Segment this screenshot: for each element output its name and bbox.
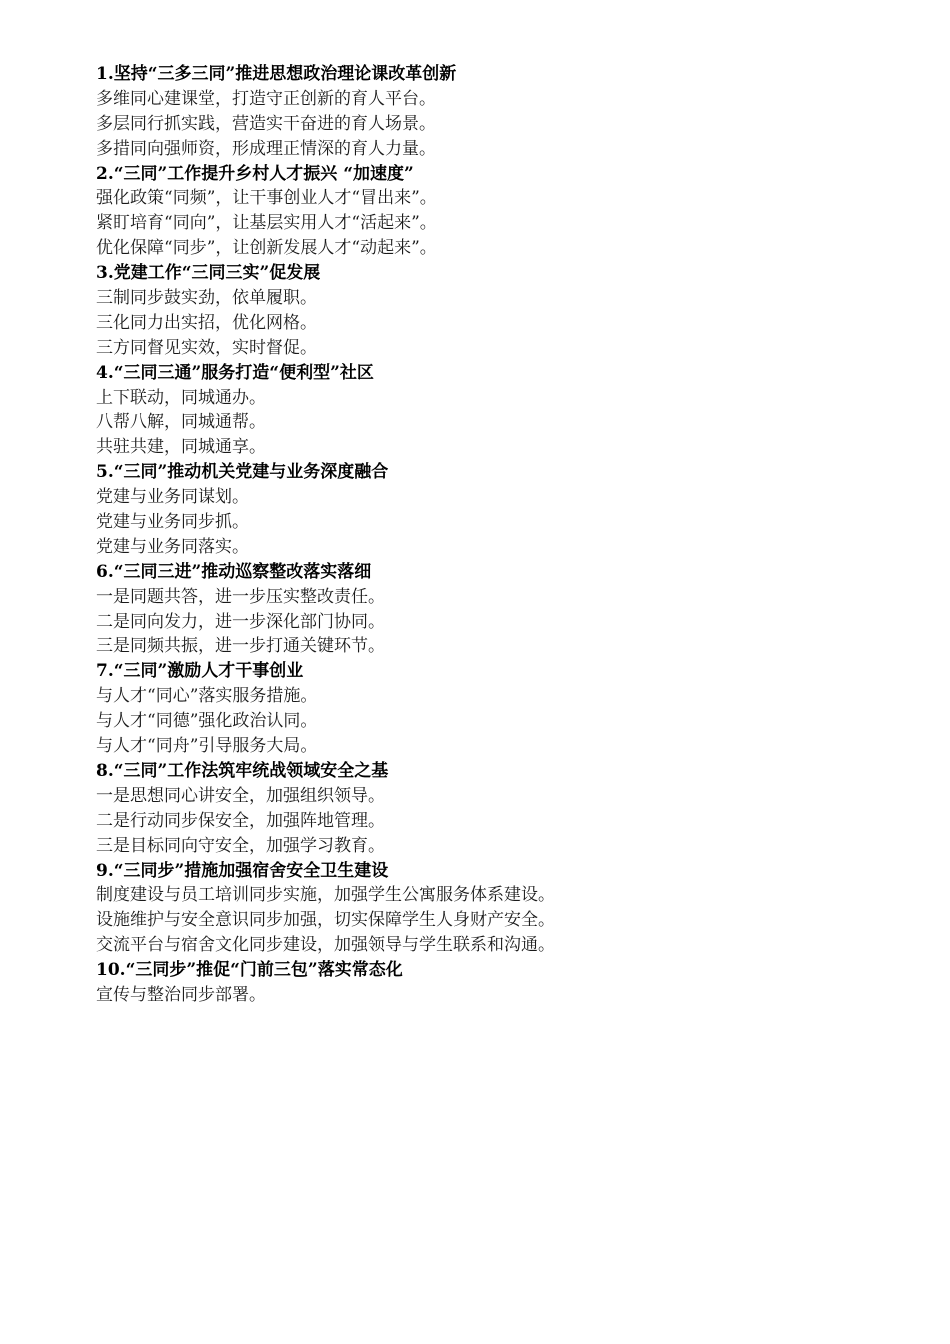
section-10 (96, 958, 896, 1008)
section-line: 八帮八解，同城通帮。 (96, 412, 266, 433)
section-4 (96, 361, 896, 461)
section-line: 与人才“同心”落实服务措施。 (96, 686, 318, 707)
section-line: 二是同向发力，进一步深化部门协同。 (96, 611, 385, 632)
section-line: 一是同题共答，进一步压实整改责任。 (96, 586, 385, 607)
section-heading: 7.“三同”激励人才干事创业 (96, 661, 304, 682)
section-line: 上下联动，同城通办。 (96, 387, 266, 408)
section-heading: 10.“三同步”推促“门前三包”落实常态化 (96, 960, 403, 981)
section-line: 优化保障“同步”，让创新发展人才“动起来”。 (96, 238, 437, 259)
section-heading: 9.“三同步”措施加强宿舍安全卫生建设 (96, 860, 389, 881)
section-7 (96, 659, 896, 759)
section-heading: 4.“三同三通”服务打造“便利型”社区 (96, 362, 374, 383)
section-line: 党建与业务同步抓。 (96, 512, 249, 533)
document-page (96, 62, 896, 1008)
section-heading: 2.“三同”工作提升乡村人才振兴 “加速度” (96, 163, 414, 184)
section-9 (96, 859, 896, 959)
section-6 (96, 560, 896, 660)
section-line: 设施维护与安全意识同步加强，切实保障学生人身财产安全。 (96, 910, 555, 931)
section-line: 一是思想同心讲安全，加强组织领导。 (96, 785, 385, 806)
section-line: 制度建设与员工培训同步实施，加强学生公寓服务体系建设。 (96, 885, 555, 906)
section-line: 交流平台与宿舍文化同步建设，加强领导与学生联系和沟通。 (96, 935, 555, 956)
section-line: 与人才“同德”强化政治认同。 (96, 711, 318, 732)
section-heading: 8.“三同”工作法筑牢统战领域安全之基 (96, 760, 389, 781)
section-heading: 6.“三同三进”推动巡察整改落实落细 (96, 561, 372, 582)
section-8 (96, 759, 896, 859)
section-line: 多维同心建课堂，打造守正创新的育人平台。 (96, 88, 436, 109)
section-heading: 1.坚持“三多三同”推进思想政治理论课改革创新 (96, 64, 457, 84)
section-line: 党建与业务同谋划。 (96, 487, 249, 508)
section-line: 党建与业务同落实。 (96, 536, 249, 557)
section-2 (96, 162, 896, 262)
section-1 (96, 62, 896, 162)
section-line: 与人才“同舟”引导服务大局。 (96, 736, 318, 757)
section-line: 二是行动同步保安全，加强阵地管理。 (96, 810, 385, 831)
section-line: 强化政策“同频”，让干事创业人才“冒出来”。 (96, 188, 437, 209)
section-line: 多层同行抓实践，营造实干奋进的育人场景。 (96, 113, 436, 134)
section-line: 共驻共建，同城通享。 (96, 437, 266, 458)
section-line: 三是目标同向守安全，加强学习教育。 (96, 835, 385, 856)
section-5 (96, 460, 896, 560)
section-line: 三是同频共振，进一步打通关键环节。 (96, 636, 385, 657)
section-line: 紧盯培育“同向”，让基层实用人才“活起来”。 (96, 213, 437, 234)
section-line: 三方同督见实效，实时督促。 (96, 337, 317, 358)
section-line: 三制同步鼓实劲，依单履职。 (96, 288, 317, 309)
section-heading: 5.“三同”推动机关党建与业务深度融合 (96, 462, 389, 483)
section-line: 宣传与整治同步部署。 (96, 984, 266, 1005)
section-line: 三化同力出实招，优化网格。 (96, 312, 317, 333)
section-heading: 3.党建工作“三同三实”促发展 (96, 263, 321, 284)
section-3 (96, 261, 896, 361)
section-line: 多措同向强师资，形成理正情深的育人力量。 (96, 138, 436, 159)
